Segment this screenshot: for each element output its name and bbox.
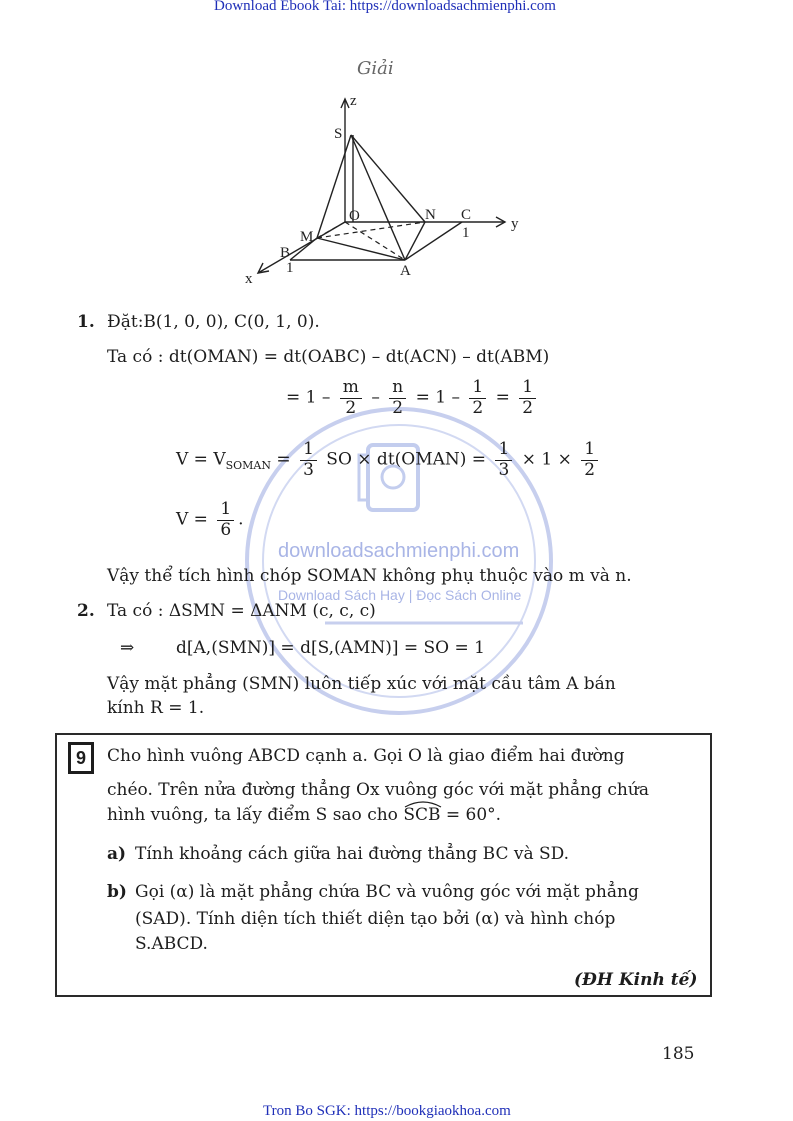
label-one-c: 1	[462, 225, 470, 241]
question-b-line-2: (SAD). Tính diện tích thiết diện tạo bởi (α) và hình chóp	[135, 909, 616, 929]
part-1-number: 1.	[77, 312, 95, 332]
watermark-site: downloadsachmienphi.com	[278, 540, 520, 562]
conclusion-2-line-1: Vậy mặt phẳng (SMN) luôn tiếp xúc với mặt cầu tâm A bán	[107, 674, 616, 694]
triangle-congruence: Ta có : ΔSMN = ΔANM (c, c, c)	[107, 601, 376, 621]
label-y: y	[511, 216, 519, 232]
label-x: x	[245, 271, 253, 287]
area-computation-line: = 1 – $\frac{m}{2}$ – $\frac{n}{2}$ = 1 – $\frac{1}{2}$ = $\frac{1}{2}$	[286, 378, 540, 418]
section-title: Giải	[357, 58, 394, 79]
part-2-number: 2.	[77, 601, 95, 621]
question-a: Tính khoảng cách giữa hai đường thẳng BC và SD.	[135, 844, 570, 864]
part-1-setup: Đặt:B(1, 0, 0), C(0, 1, 0).	[107, 312, 320, 332]
watermark-tagline: Download Sách Hay | Đọc Sách Online	[278, 587, 522, 603]
label-m: M	[300, 229, 314, 245]
question-b-line-1: Gọi (α) là mặt phẳng chứa BC và vuông góc với mặt phẳng	[135, 882, 639, 902]
conclusion-1: Vậy thể tích hình chóp SOMAN không phụ thuộc vào m và n.	[107, 566, 632, 586]
footer-link[interactable]: Tron Bo SGK: https://bookgiaokhoa.com	[263, 1103, 511, 1119]
area-formula-line: Ta có : dt(OMAN) = dt(OABC) – dt(ACN) – dt(ABM)	[107, 347, 550, 367]
page-number: 185	[662, 1044, 695, 1064]
question-b-line-3: S.ABCD.	[135, 934, 208, 954]
conclusion-2-line-2: kính R = 1.	[107, 698, 205, 718]
label-a: A	[400, 263, 411, 279]
volume-line: $V = V_{SOMAN}$ = $\frac{1}{3}$ SO × dt(OMAN) = $\frac{1}{3}$ × 1 × $\frac{1}{2}$	[176, 440, 602, 480]
label-s: S	[334, 126, 343, 142]
distance-equation: d[A,(SMN)] = d[S,(AMN)] = SO = 1	[176, 638, 485, 658]
label-one-b: 1	[286, 260, 294, 276]
header-link[interactable]: Download Ebook Tai: https://downloadsachmienphi.com	[214, 0, 556, 14]
label-o: O	[349, 208, 360, 224]
problem-number: 9	[68, 742, 94, 774]
label-c: C	[461, 207, 472, 223]
label-b: B	[280, 245, 291, 261]
problem-line-2: chéo. Trên nửa đường thẳng Ox vuông góc với mặt phẳng chứa	[107, 780, 649, 800]
label-z: z	[350, 93, 357, 109]
pyramid-figure	[240, 92, 530, 287]
label-n: N	[425, 207, 436, 223]
question-a-label: a)	[107, 844, 127, 864]
question-b-label: b)	[107, 882, 127, 902]
problem-box	[55, 733, 712, 997]
problem-line-3: hình vuông, ta lấy điểm S sao cho SCB = 60°.	[107, 805, 501, 825]
problem-line-1: Cho hình vuông ABCD cạnh a. Gọi O là giao điểm hai đường	[107, 746, 625, 766]
problem-source: (ĐH Kinh tế)	[574, 970, 698, 990]
implies-arrow: ⇒	[120, 638, 135, 658]
volume-result: V = $\frac{1}{6}$ .	[176, 499, 244, 540]
angle-scb: SCB	[403, 805, 440, 825]
